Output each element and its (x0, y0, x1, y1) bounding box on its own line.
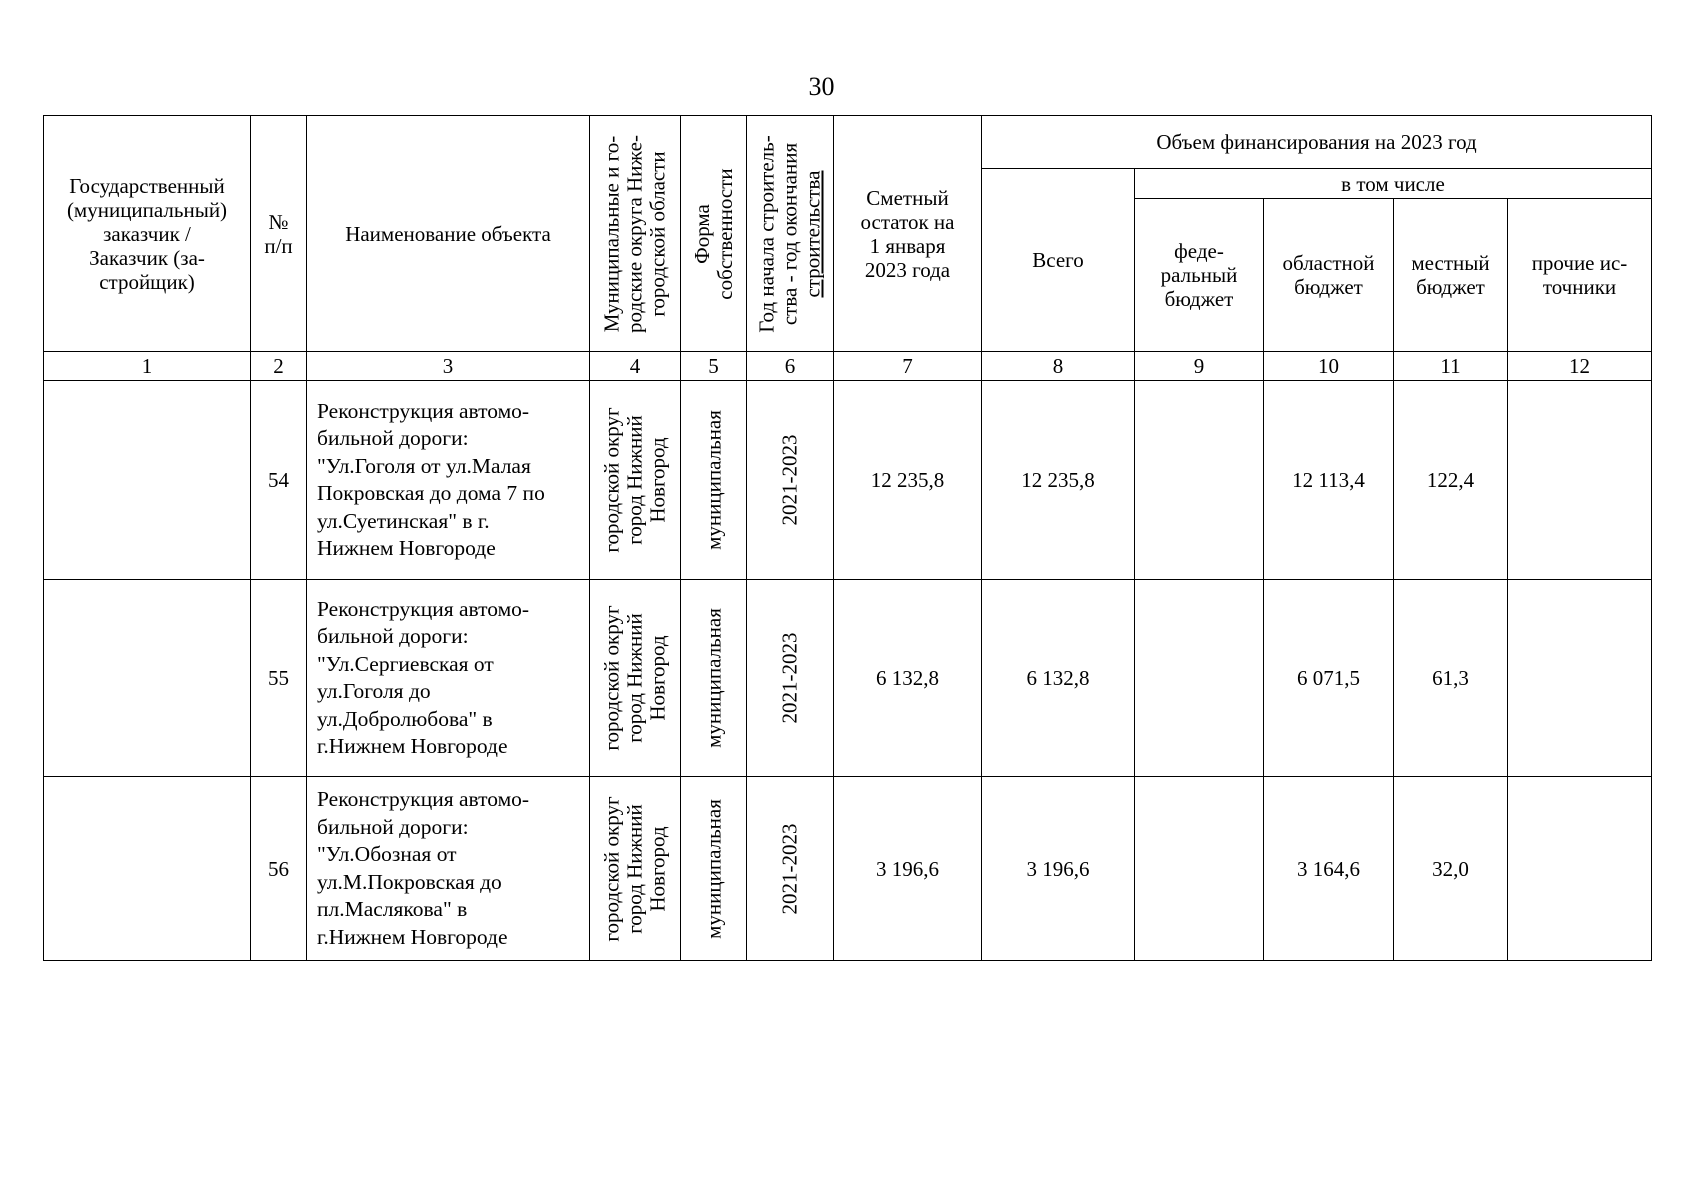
header-row (44, 116, 1652, 169)
header-ownership: Форма собственности (681, 116, 747, 352)
cell-number: 55 (251, 580, 307, 777)
cell-federal (1135, 580, 1264, 777)
table-row (44, 580, 1652, 777)
column-number: 6 (747, 352, 834, 381)
cell-customer (44, 381, 251, 580)
header-local: местный бюджет (1394, 199, 1508, 352)
column-number: 5 (681, 352, 747, 381)
column-number: 11 (1394, 352, 1508, 381)
header-number: № п/п (251, 116, 307, 352)
cell-regional: 12 113,4 (1264, 381, 1394, 580)
cell-estimate-balance: 12 235,8 (834, 381, 982, 580)
header-estimate-balance: Сметный остаток на 1 января 2023 года (834, 116, 982, 352)
cell-estimate-balance: 3 196,6 (834, 777, 982, 961)
cell-municipality: городской округ город Нижний Новгород (590, 580, 681, 777)
header-years: Год начала строитель- ства - год окончания строительства (747, 116, 834, 352)
financing-table (43, 115, 1652, 961)
column-number: 8 (982, 352, 1135, 381)
cell-ownership: муниципальная (681, 777, 747, 961)
table-row (44, 777, 1652, 961)
cell-municipality: городской округ город Нижний Новгород (590, 777, 681, 961)
column-number: 3 (307, 352, 590, 381)
cell-other (1508, 777, 1652, 961)
cell-customer (44, 777, 251, 961)
header-other: прочие ис- точники (1508, 199, 1652, 352)
cell-total: 3 196,6 (982, 777, 1135, 961)
column-number: 1 (44, 352, 251, 381)
cell-local: 32,0 (1394, 777, 1508, 961)
column-number: 10 (1264, 352, 1394, 381)
cell-object-name: Реконструкция автомо- бильной дороги: "Ул.Обозная от ул.М.Покровская до пл.Маслякова" в г.Нижнем Новгороде (307, 777, 590, 961)
cell-object-name: Реконструкция автомо- бильной дороги: "Ул.Гоголя от ул.Малая Покровская до дома 7 по ул.Суетинская" в г. Нижнем Новгороде (307, 381, 590, 580)
header-object-name: Наименование объекта (307, 116, 590, 352)
cell-federal (1135, 777, 1264, 961)
table-row (44, 381, 1652, 580)
column-number: 4 (590, 352, 681, 381)
column-number: 12 (1508, 352, 1652, 381)
cell-years: 2021-2023 (747, 777, 834, 961)
cell-municipality: городской округ город Нижний Новгород (590, 381, 681, 580)
header-regional: областной бюджет (1264, 199, 1394, 352)
cell-ownership: муниципальная (681, 580, 747, 777)
cell-total: 6 132,8 (982, 580, 1135, 777)
cell-number: 54 (251, 381, 307, 580)
header-customer: Государственный (муниципальный) заказчик / Заказчик (за- стройщик) (44, 116, 251, 352)
header-funding-group: Объем финансирования на 2023 год (982, 116, 1652, 169)
column-number-row (44, 352, 1652, 381)
cell-years: 2021-2023 (747, 381, 834, 580)
header-total: Всего (982, 169, 1135, 352)
cell-customer (44, 580, 251, 777)
column-number: 2 (251, 352, 307, 381)
cell-local: 61,3 (1394, 580, 1508, 777)
cell-other (1508, 381, 1652, 580)
header-municipality: Муниципальные и го- родские округа Ниже- городской области (590, 116, 681, 352)
header-federal: феде- ральный бюджет (1135, 199, 1264, 352)
cell-regional: 3 164,6 (1264, 777, 1394, 961)
cell-regional: 6 071,5 (1264, 580, 1394, 777)
cell-total: 12 235,8 (982, 381, 1135, 580)
cell-years: 2021-2023 (747, 580, 834, 777)
cell-ownership: муниципальная (681, 381, 747, 580)
cell-other (1508, 580, 1652, 777)
cell-estimate-balance: 6 132,8 (834, 580, 982, 777)
page-number: 30 (808, 72, 835, 101)
cell-object-name: Реконструкция автомо- бильной дороги: "Ул.Сергиевская от ул.Гоголя до ул.Добролюбова" в г.Нижнем Новгороде (307, 580, 590, 777)
column-number: 9 (1135, 352, 1264, 381)
header-including-group: в том числе (1135, 169, 1652, 199)
cell-federal (1135, 381, 1264, 580)
cell-local: 122,4 (1394, 381, 1508, 580)
column-number: 7 (834, 352, 982, 381)
cell-number: 56 (251, 777, 307, 961)
